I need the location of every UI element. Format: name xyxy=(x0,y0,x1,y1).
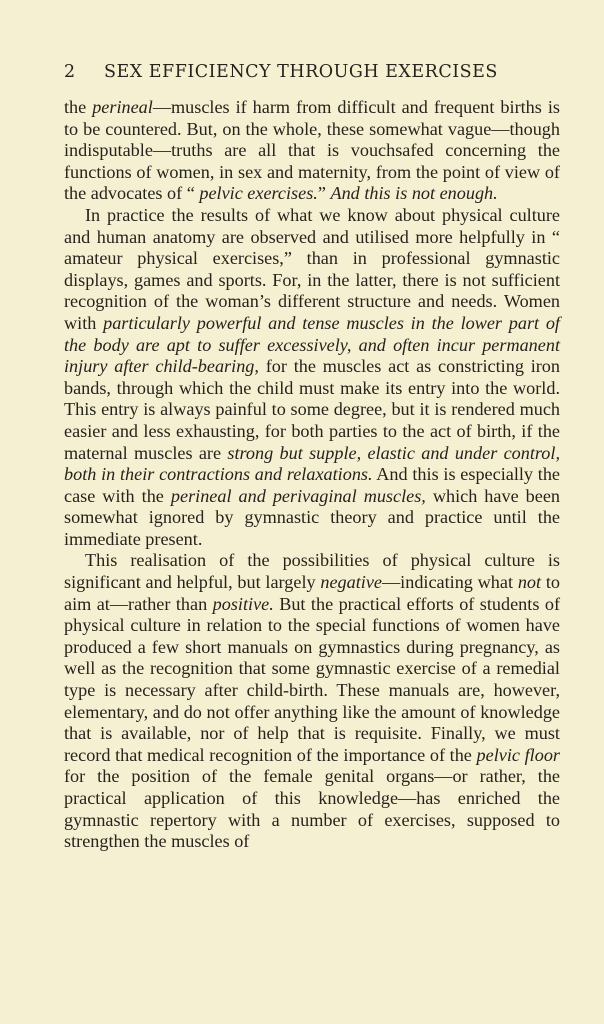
text-run: But the practical efforts of students of physical culture in relation to the special functions of women have produced a few short manuals on gymnastics during pregnancy, as well as the recognition that some gymnastic exercise of a remedial type is necessary after child-birth. These manuals are, however, elementary, and do not offer anything like the amount of knowledge that is available, nor of help that is requisite. Finally, we must record that medical recognition of the importance of the xyxy=(64,593,561,765)
text-run: This realisation of the possibilities of physical culture is significant and helpful, but largely xyxy=(64,550,560,593)
paragraph xyxy=(64,550,560,852)
running-header xyxy=(64,62,534,82)
text-run: for the position of the female genital organs—or rather, the practical application of this knowledge—has enriched the gymnastic repertory with a number of exercises, supposed to strengthen the muscles of xyxy=(64,766,560,852)
text-run: ” xyxy=(317,183,331,204)
text-run: which have been somewhat ignored by gymnastic theory and practice until the immediate present. xyxy=(64,485,560,549)
text-run: —indicating what xyxy=(381,572,518,593)
text-run: to aim at—rather than xyxy=(64,572,560,614)
text-run: for the muscles act as constricting iron bands, through which the child must make its entry into the world. This entry is always painful to some degree, but it is rendered much easier and less exhausting, for both parties to the act of birth, if the maternal muscles are xyxy=(64,356,560,463)
paragraph xyxy=(64,97,560,205)
italic-text: pelvic exercises. xyxy=(199,183,318,204)
text-run: And this is especially the case with the xyxy=(64,464,560,506)
body-text xyxy=(64,97,560,853)
text-run: In practice the results of what we know about physical culture and human anatomy are observed and utilised more helpfully in “ amateur physical exercises,” than in professional gymnastic displays, games and sports. For, in the latter, there is not sufficient recognition of the woman’s different structure and needs. Women with xyxy=(64,204,560,333)
italic-text: positive. xyxy=(212,593,274,614)
italic-text: pelvic floor xyxy=(476,744,560,765)
italic-text: particularly powerful and tense muscles in the lower part of the body are apt to suffer excessively, and often incur permanent injury after child-bearing, xyxy=(64,312,560,377)
paragraph xyxy=(64,205,560,551)
page-number: 2 xyxy=(64,62,76,82)
italic-text: And this is not enough. xyxy=(330,183,498,204)
italic-text: not xyxy=(517,572,542,593)
running-title: SEX EFFICIENCY THROUGH EXERCISES xyxy=(104,62,498,82)
italic-text: perineal xyxy=(92,97,153,117)
italic-text: perineal and perivaginal muscles, xyxy=(170,485,426,506)
italic-text: strong but supple, elastic and under control, both in their contractions and relaxations. xyxy=(64,442,561,485)
text-run: the xyxy=(64,97,93,117)
italic-text: negative xyxy=(320,572,382,593)
text-run: —muscles if harm from difficult and frequent births is to be countered. But, on the whole, these somewhat vague—though indisputable—truths are all that is vouchsafed concerning the functions of women, in sex and maternity, from the point of view of the advocates of “ xyxy=(64,97,560,204)
